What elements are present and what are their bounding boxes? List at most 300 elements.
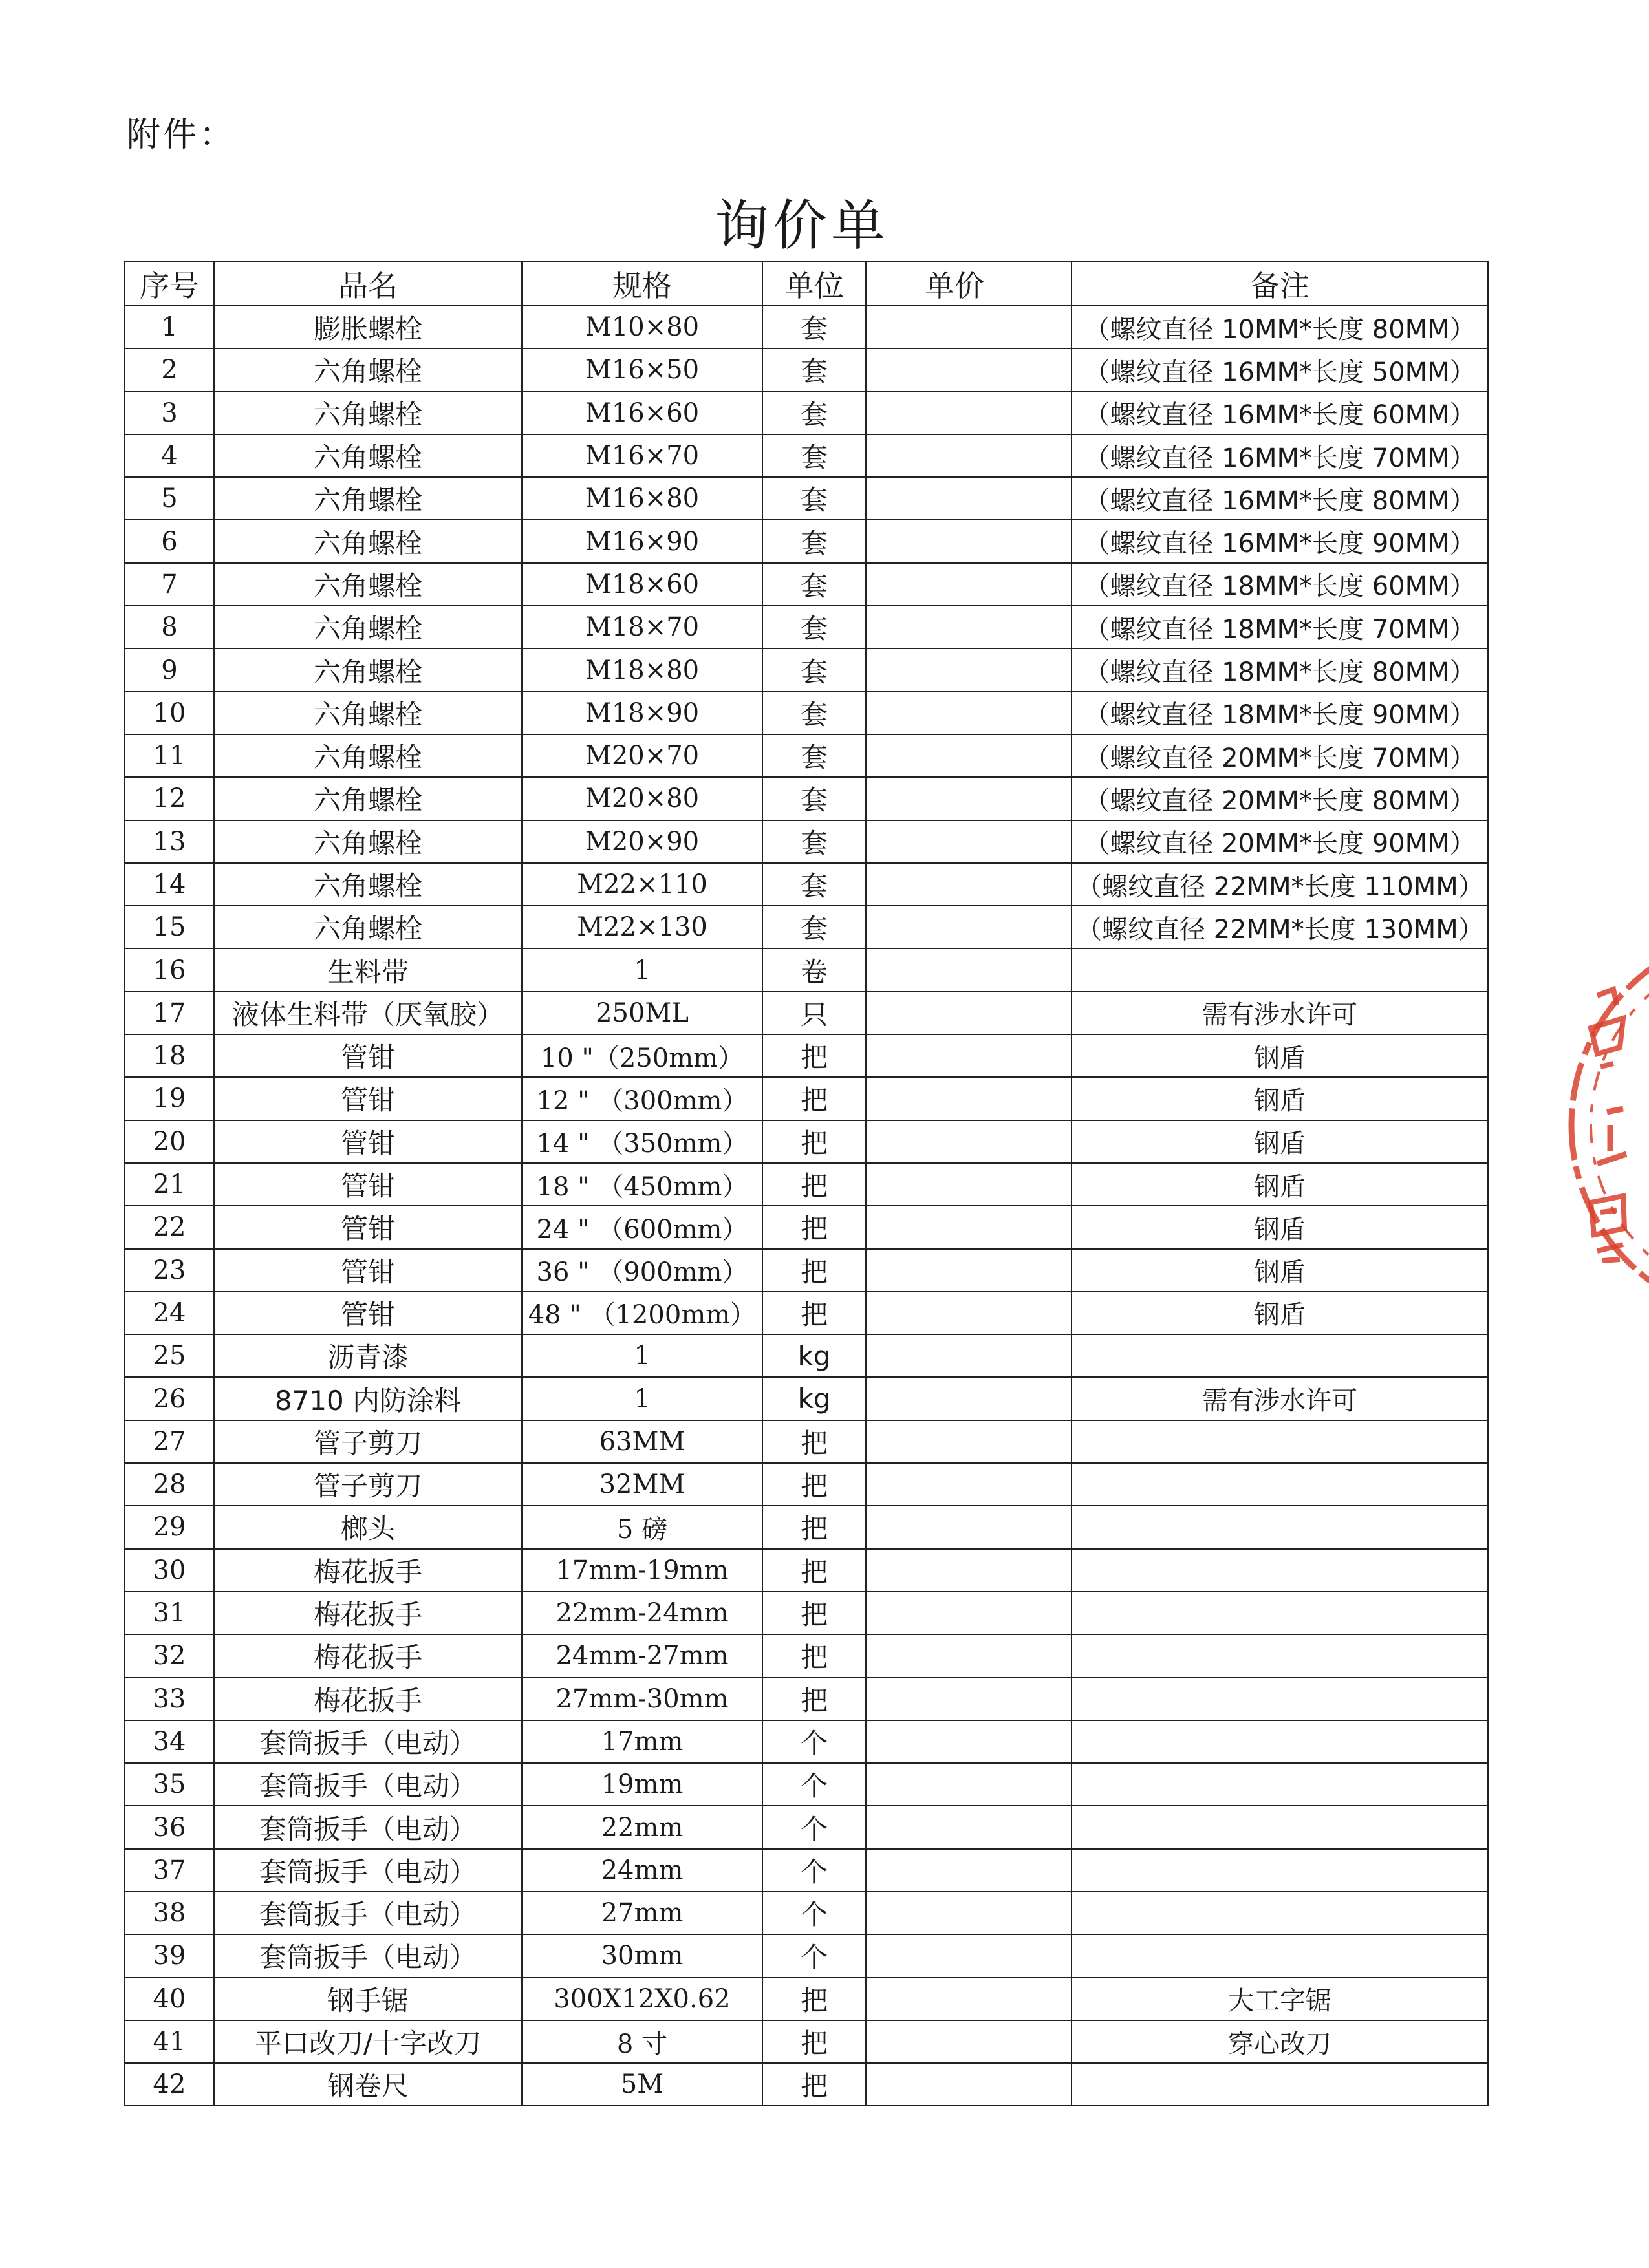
cell-note: （螺纹直径 18MM*长度 90MM） bbox=[1072, 692, 1488, 734]
table-row bbox=[125, 1463, 1488, 1506]
cell-unit: 套 bbox=[762, 477, 866, 520]
column-header-price: 单价 bbox=[866, 262, 1072, 306]
cell-no: 42 bbox=[125, 2063, 214, 2106]
cell-spec: M18×80 bbox=[522, 648, 762, 691]
cell-unit: 把 bbox=[762, 1678, 866, 1720]
cell-no: 10 bbox=[125, 692, 214, 734]
cell-note: （螺纹直径 22MM*长度 130MM） bbox=[1072, 906, 1488, 948]
cell-price bbox=[866, 948, 1072, 991]
cell-price bbox=[866, 1634, 1072, 1677]
cell-unit: 把 bbox=[762, 2063, 866, 2106]
cell-note bbox=[1072, 1806, 1488, 1848]
cell-price bbox=[866, 392, 1072, 434]
cell-name: 套筒扳手（电动） bbox=[214, 1720, 522, 1763]
cell-name: 平口改刀/十字改刀 bbox=[214, 2020, 522, 2063]
cell-spec: M16×80 bbox=[522, 477, 762, 520]
cell-name: 套筒扳手（电动） bbox=[214, 1849, 522, 1892]
cell-price bbox=[866, 1034, 1072, 1077]
table-row bbox=[125, 1506, 1488, 1548]
cell-note bbox=[1072, 1549, 1488, 1592]
table-row bbox=[125, 1120, 1488, 1163]
cell-name: 管钳 bbox=[214, 1206, 522, 1248]
cell-name: 液体生料带（厌氧胶） bbox=[214, 992, 522, 1034]
table-row bbox=[125, 1806, 1488, 1848]
cell-price bbox=[866, 1763, 1072, 1806]
cell-name: 管钳 bbox=[214, 1077, 522, 1120]
cell-no: 32 bbox=[125, 1634, 214, 1677]
cell-note: 需有涉水许可 bbox=[1072, 1377, 1488, 1420]
cell-unit: 个 bbox=[762, 1720, 866, 1763]
cell-name: 梅花扳手 bbox=[214, 1678, 522, 1720]
table-row bbox=[125, 1420, 1488, 1463]
cell-no: 5 bbox=[125, 477, 214, 520]
cell-price bbox=[866, 1506, 1072, 1548]
cell-note: （螺纹直径 16MM*长度 50MM） bbox=[1072, 348, 1488, 391]
table-row bbox=[125, 648, 1488, 691]
cell-unit: 把 bbox=[762, 1077, 866, 1120]
cell-no: 34 bbox=[125, 1720, 214, 1763]
cell-price bbox=[866, 906, 1072, 948]
cell-unit: 套 bbox=[762, 563, 866, 606]
column-header-spec: 规格 bbox=[522, 262, 762, 306]
cell-spec: 1 bbox=[522, 1377, 762, 1420]
cell-name: 8710 内防涂料 bbox=[214, 1377, 522, 1420]
cell-spec: 8 寸 bbox=[522, 2020, 762, 2063]
cell-note: （螺纹直径 18MM*长度 70MM） bbox=[1072, 606, 1488, 648]
table-row bbox=[125, 1163, 1488, 1206]
cell-name: 管钳 bbox=[214, 1163, 522, 1206]
cell-unit: 套 bbox=[762, 906, 866, 948]
cell-spec: 18 " （450mm） bbox=[522, 1163, 762, 1206]
cell-no: 31 bbox=[125, 1592, 214, 1634]
cell-unit: 个 bbox=[762, 1849, 866, 1892]
cell-price bbox=[866, 1463, 1072, 1506]
cell-spec: M16×90 bbox=[522, 520, 762, 562]
cell-name: 六角螺栓 bbox=[214, 392, 522, 434]
cell-unit: 把 bbox=[762, 1634, 866, 1677]
cell-spec: 5 磅 bbox=[522, 1506, 762, 1548]
cell-spec: 14 " （350mm） bbox=[522, 1120, 762, 1163]
red-seal-stamp bbox=[1552, 957, 1649, 1293]
cell-price bbox=[866, 2020, 1072, 2063]
cell-unit: 套 bbox=[762, 863, 866, 906]
cell-spec: 27mm-30mm bbox=[522, 1678, 762, 1720]
cell-name: 梅花扳手 bbox=[214, 1634, 522, 1677]
cell-no: 14 bbox=[125, 863, 214, 906]
cell-name: 沥青漆 bbox=[214, 1334, 522, 1377]
cell-note: 钢盾 bbox=[1072, 1077, 1488, 1120]
cell-price bbox=[866, 1806, 1072, 1848]
cell-unit: kg bbox=[762, 1334, 866, 1377]
cell-spec: 10 "（250mm） bbox=[522, 1034, 762, 1077]
column-header-unit: 单位 bbox=[762, 262, 866, 306]
table-row bbox=[125, 606, 1488, 648]
table-row bbox=[125, 1206, 1488, 1248]
cell-note: （螺纹直径 16MM*长度 60MM） bbox=[1072, 392, 1488, 434]
cell-note: （螺纹直径 22MM*长度 110MM） bbox=[1072, 863, 1488, 906]
cell-name: 六角螺栓 bbox=[214, 477, 522, 520]
cell-price bbox=[866, 1549, 1072, 1592]
cell-price bbox=[866, 1720, 1072, 1763]
cell-unit: 把 bbox=[762, 1034, 866, 1077]
cell-spec: M20×70 bbox=[522, 734, 762, 777]
table-row bbox=[125, 1849, 1488, 1892]
table-row bbox=[125, 1334, 1488, 1377]
cell-no: 27 bbox=[125, 1420, 214, 1463]
cell-spec: M20×80 bbox=[522, 777, 762, 820]
cell-price bbox=[866, 1978, 1072, 2020]
cell-no: 40 bbox=[125, 1978, 214, 2020]
cell-note bbox=[1072, 1420, 1488, 1463]
cell-price bbox=[866, 1292, 1072, 1334]
cell-note: （螺纹直径 16MM*长度 90MM） bbox=[1072, 520, 1488, 562]
cell-price bbox=[866, 1592, 1072, 1634]
cell-price bbox=[866, 1420, 1072, 1463]
table-row bbox=[125, 1678, 1488, 1720]
cell-name: 梅花扳手 bbox=[214, 1592, 522, 1634]
cell-note: 钢盾 bbox=[1072, 1163, 1488, 1206]
cell-no: 12 bbox=[125, 777, 214, 820]
cell-name: 套筒扳手（电动） bbox=[214, 1806, 522, 1848]
attachment-label: 附件： bbox=[127, 116, 236, 155]
cell-spec: M18×70 bbox=[522, 606, 762, 648]
cell-note: 钢盾 bbox=[1072, 1120, 1488, 1163]
cell-unit: 把 bbox=[762, 1163, 866, 1206]
cell-no: 9 bbox=[125, 648, 214, 691]
table-row bbox=[125, 1978, 1488, 2020]
cell-spec: 32MM bbox=[522, 1463, 762, 1506]
cell-no: 2 bbox=[125, 348, 214, 391]
cell-name: 管钳 bbox=[214, 1249, 522, 1292]
table-row bbox=[125, 434, 1488, 477]
cell-price bbox=[866, 1077, 1072, 1120]
cell-unit: 把 bbox=[762, 1978, 866, 2020]
table-row bbox=[125, 948, 1488, 991]
cell-price bbox=[866, 1892, 1072, 1934]
cell-price bbox=[866, 348, 1072, 391]
cell-name: 六角螺栓 bbox=[214, 434, 522, 477]
cell-unit: 个 bbox=[762, 1763, 866, 1806]
cell-unit: 把 bbox=[762, 1206, 866, 1248]
cell-price bbox=[866, 863, 1072, 906]
table-row bbox=[125, 1077, 1488, 1120]
cell-note bbox=[1072, 1334, 1488, 1377]
cell-unit: 套 bbox=[762, 348, 866, 391]
table-row bbox=[125, 1634, 1488, 1677]
cell-no: 6 bbox=[125, 520, 214, 562]
cell-note bbox=[1072, 1934, 1488, 1977]
cell-price bbox=[866, 1249, 1072, 1292]
cell-price bbox=[866, 1206, 1072, 1248]
cell-unit: 套 bbox=[762, 306, 866, 348]
cell-name: 榔头 bbox=[214, 1506, 522, 1548]
table-row bbox=[125, 1934, 1488, 1977]
cell-spec: M20×90 bbox=[522, 820, 762, 863]
table-row bbox=[125, 1292, 1488, 1334]
cell-no: 11 bbox=[125, 734, 214, 777]
cell-price bbox=[866, 520, 1072, 562]
cell-note bbox=[1072, 1720, 1488, 1763]
cell-no: 29 bbox=[125, 1506, 214, 1548]
cell-price bbox=[866, 734, 1072, 777]
cell-name: 六角螺栓 bbox=[214, 734, 522, 777]
cell-unit: 套 bbox=[762, 520, 866, 562]
cell-note bbox=[1072, 1892, 1488, 1934]
cell-spec: 12 " （300mm） bbox=[522, 1077, 762, 1120]
cell-unit: 卷 bbox=[762, 948, 866, 991]
cell-note bbox=[1072, 948, 1488, 991]
cell-name: 钢手锯 bbox=[214, 1978, 522, 2020]
cell-spec: M10×80 bbox=[522, 306, 762, 348]
cell-no: 7 bbox=[125, 563, 214, 606]
cell-price bbox=[866, 477, 1072, 520]
cell-name: 六角螺栓 bbox=[214, 606, 522, 648]
cell-spec: 22mm-24mm bbox=[522, 1592, 762, 1634]
cell-no: 15 bbox=[125, 906, 214, 948]
cell-no: 13 bbox=[125, 820, 214, 863]
cell-no: 19 bbox=[125, 1077, 214, 1120]
cell-note bbox=[1072, 2063, 1488, 2106]
cell-spec: M16×50 bbox=[522, 348, 762, 391]
cell-spec: 27mm bbox=[522, 1892, 762, 1934]
cell-no: 1 bbox=[125, 306, 214, 348]
cell-spec: M18×90 bbox=[522, 692, 762, 734]
cell-no: 30 bbox=[125, 1549, 214, 1592]
cell-spec: 24mm bbox=[522, 1849, 762, 1892]
cell-name: 套筒扳手（电动） bbox=[214, 1763, 522, 1806]
cell-no: 4 bbox=[125, 434, 214, 477]
table-row bbox=[125, 777, 1488, 820]
cell-spec: 300X12X0.62 bbox=[522, 1978, 762, 2020]
cell-unit: 个 bbox=[762, 1806, 866, 1848]
table-row bbox=[125, 392, 1488, 434]
cell-unit: 套 bbox=[762, 777, 866, 820]
cell-price bbox=[866, 1849, 1072, 1892]
cell-spec: 36 " （900mm） bbox=[522, 1249, 762, 1292]
cell-unit: 把 bbox=[762, 1249, 866, 1292]
cell-name: 套筒扳手（电动） bbox=[214, 1892, 522, 1934]
table-row bbox=[125, 1592, 1488, 1634]
cell-spec: M22×110 bbox=[522, 863, 762, 906]
cell-price bbox=[866, 434, 1072, 477]
cell-name: 六角螺栓 bbox=[214, 563, 522, 606]
cell-price bbox=[866, 692, 1072, 734]
cell-unit: 套 bbox=[762, 692, 866, 734]
cell-unit: 把 bbox=[762, 1292, 866, 1334]
cell-unit: 套 bbox=[762, 648, 866, 691]
cell-price bbox=[866, 992, 1072, 1034]
cell-price bbox=[866, 1678, 1072, 1720]
cell-no: 8 bbox=[125, 606, 214, 648]
cell-unit: 把 bbox=[762, 1592, 866, 1634]
cell-note: （螺纹直径 10MM*长度 80MM） bbox=[1072, 306, 1488, 348]
column-header-no: 序号 bbox=[125, 262, 214, 306]
cell-no: 37 bbox=[125, 1849, 214, 1892]
cell-no: 20 bbox=[125, 1120, 214, 1163]
column-header-note: 备注 bbox=[1072, 262, 1488, 306]
cell-no: 25 bbox=[125, 1334, 214, 1377]
table-row bbox=[125, 734, 1488, 777]
cell-unit: 把 bbox=[762, 1549, 866, 1592]
table-row bbox=[125, 1549, 1488, 1592]
cell-note: （螺纹直径 16MM*长度 80MM） bbox=[1072, 477, 1488, 520]
cell-name: 管钳 bbox=[214, 1034, 522, 1077]
table-row bbox=[125, 563, 1488, 606]
cell-spec: 17mm bbox=[522, 1720, 762, 1763]
cell-no: 23 bbox=[125, 1249, 214, 1292]
cell-spec: M16×60 bbox=[522, 392, 762, 434]
table-row bbox=[125, 2063, 1488, 2106]
cell-note bbox=[1072, 1678, 1488, 1720]
cell-price bbox=[866, 1377, 1072, 1420]
table-row bbox=[125, 1763, 1488, 1806]
cell-note bbox=[1072, 1763, 1488, 1806]
cell-note: （螺纹直径 18MM*长度 80MM） bbox=[1072, 648, 1488, 691]
cell-unit: 把 bbox=[762, 1506, 866, 1548]
cell-name: 六角螺栓 bbox=[214, 906, 522, 948]
cell-price bbox=[866, 1934, 1072, 1977]
cell-note: （螺纹直径 20MM*长度 80MM） bbox=[1072, 777, 1488, 820]
cell-no: 16 bbox=[125, 948, 214, 991]
cell-name: 管子剪刀 bbox=[214, 1463, 522, 1506]
cell-no: 3 bbox=[125, 392, 214, 434]
cell-price bbox=[866, 563, 1072, 606]
table-row bbox=[125, 692, 1488, 734]
cell-note bbox=[1072, 1463, 1488, 1506]
cell-no: 17 bbox=[125, 992, 214, 1034]
cell-note bbox=[1072, 1634, 1488, 1677]
table-row bbox=[125, 520, 1488, 562]
table-row bbox=[125, 477, 1488, 520]
cell-price bbox=[866, 2063, 1072, 2106]
cell-spec: 19mm bbox=[522, 1763, 762, 1806]
cell-no: 21 bbox=[125, 1163, 214, 1206]
cell-price bbox=[866, 820, 1072, 863]
cell-name: 管钳 bbox=[214, 1292, 522, 1334]
cell-note: 钢盾 bbox=[1072, 1292, 1488, 1334]
page-title: 询价单 bbox=[714, 194, 889, 257]
cell-spec: M16×70 bbox=[522, 434, 762, 477]
cell-spec: M22×130 bbox=[522, 906, 762, 948]
table-row bbox=[125, 992, 1488, 1034]
cell-price bbox=[866, 648, 1072, 691]
cell-no: 35 bbox=[125, 1763, 214, 1806]
table-header-row bbox=[125, 262, 1488, 306]
cell-name: 六角螺栓 bbox=[214, 348, 522, 391]
table-row bbox=[125, 348, 1488, 391]
cell-spec: 17mm-19mm bbox=[522, 1549, 762, 1592]
table-row bbox=[125, 906, 1488, 948]
cell-name: 六角螺栓 bbox=[214, 648, 522, 691]
cell-note: 钢盾 bbox=[1072, 1034, 1488, 1077]
cell-spec: 250ML bbox=[522, 992, 762, 1034]
table-row bbox=[125, 1377, 1488, 1420]
cell-note: 穿心改刀 bbox=[1072, 2020, 1488, 2063]
cell-price bbox=[866, 1334, 1072, 1377]
cell-name: 管子剪刀 bbox=[214, 1420, 522, 1463]
cell-note: 钢盾 bbox=[1072, 1249, 1488, 1292]
cell-no: 38 bbox=[125, 1892, 214, 1934]
cell-price bbox=[866, 606, 1072, 648]
cell-note: 大工字锯 bbox=[1072, 1978, 1488, 2020]
cell-price bbox=[866, 1163, 1072, 1206]
table-row bbox=[125, 1720, 1488, 1763]
cell-spec: 30mm bbox=[522, 1934, 762, 1977]
cell-name: 钢卷尺 bbox=[214, 2063, 522, 2106]
cell-no: 41 bbox=[125, 2020, 214, 2063]
cell-unit: 把 bbox=[762, 2020, 866, 2063]
cell-name: 管钳 bbox=[214, 1120, 522, 1163]
cell-spec: 24mm-27mm bbox=[522, 1634, 762, 1677]
cell-no: 18 bbox=[125, 1034, 214, 1077]
cell-unit: 把 bbox=[762, 1420, 866, 1463]
cell-price bbox=[866, 1120, 1072, 1163]
cell-spec: 1 bbox=[522, 948, 762, 991]
cell-name: 膨胀螺栓 bbox=[214, 306, 522, 348]
cell-note bbox=[1072, 1849, 1488, 1892]
cell-note: （螺纹直径 18MM*长度 60MM） bbox=[1072, 563, 1488, 606]
table-row bbox=[125, 306, 1488, 348]
cell-name: 六角螺栓 bbox=[214, 520, 522, 562]
cell-no: 24 bbox=[125, 1292, 214, 1334]
cell-note: （螺纹直径 16MM*长度 70MM） bbox=[1072, 434, 1488, 477]
cell-spec: 48 " （1200mm） bbox=[522, 1292, 762, 1334]
cell-unit: kg bbox=[762, 1377, 866, 1420]
cell-unit: 把 bbox=[762, 1120, 866, 1163]
cell-no: 28 bbox=[125, 1463, 214, 1506]
cell-unit: 把 bbox=[762, 1463, 866, 1506]
table-row bbox=[125, 820, 1488, 863]
cell-no: 39 bbox=[125, 1934, 214, 1977]
cell-note: （螺纹直径 20MM*长度 90MM） bbox=[1072, 820, 1488, 863]
cell-unit: 个 bbox=[762, 1892, 866, 1934]
cell-unit: 套 bbox=[762, 734, 866, 777]
cell-name: 六角螺栓 bbox=[214, 692, 522, 734]
cell-no: 36 bbox=[125, 1806, 214, 1848]
cell-unit: 个 bbox=[762, 1934, 866, 1977]
cell-note bbox=[1072, 1506, 1488, 1548]
table-row bbox=[125, 1034, 1488, 1077]
cell-no: 22 bbox=[125, 1206, 214, 1248]
cell-note: （螺纹直径 20MM*长度 70MM） bbox=[1072, 734, 1488, 777]
cell-name: 六角螺栓 bbox=[214, 863, 522, 906]
column-header-name: 品名 bbox=[214, 262, 522, 306]
cell-name: 套筒扳手（电动） bbox=[214, 1934, 522, 1977]
cell-note: 钢盾 bbox=[1072, 1206, 1488, 1248]
cell-price bbox=[866, 306, 1072, 348]
cell-spec: 24 " （600mm） bbox=[522, 1206, 762, 1248]
cell-name: 生料带 bbox=[214, 948, 522, 991]
seal-icon bbox=[1552, 957, 1649, 1293]
cell-spec: 63MM bbox=[522, 1420, 762, 1463]
cell-price bbox=[866, 777, 1072, 820]
cell-no: 33 bbox=[125, 1678, 214, 1720]
cell-note: 需有涉水许可 bbox=[1072, 992, 1488, 1034]
cell-unit: 只 bbox=[762, 992, 866, 1034]
cell-spec: 1 bbox=[522, 1334, 762, 1377]
table-row bbox=[125, 1892, 1488, 1934]
table-row bbox=[125, 2020, 1488, 2063]
cell-name: 六角螺栓 bbox=[214, 820, 522, 863]
cell-note bbox=[1072, 1592, 1488, 1634]
cell-spec: 5M bbox=[522, 2063, 762, 2106]
cell-name: 六角螺栓 bbox=[214, 777, 522, 820]
quotation-table bbox=[124, 261, 1489, 2106]
cell-unit: 套 bbox=[762, 434, 866, 477]
cell-no: 26 bbox=[125, 1377, 214, 1420]
table-row bbox=[125, 863, 1488, 906]
cell-unit: 套 bbox=[762, 392, 866, 434]
